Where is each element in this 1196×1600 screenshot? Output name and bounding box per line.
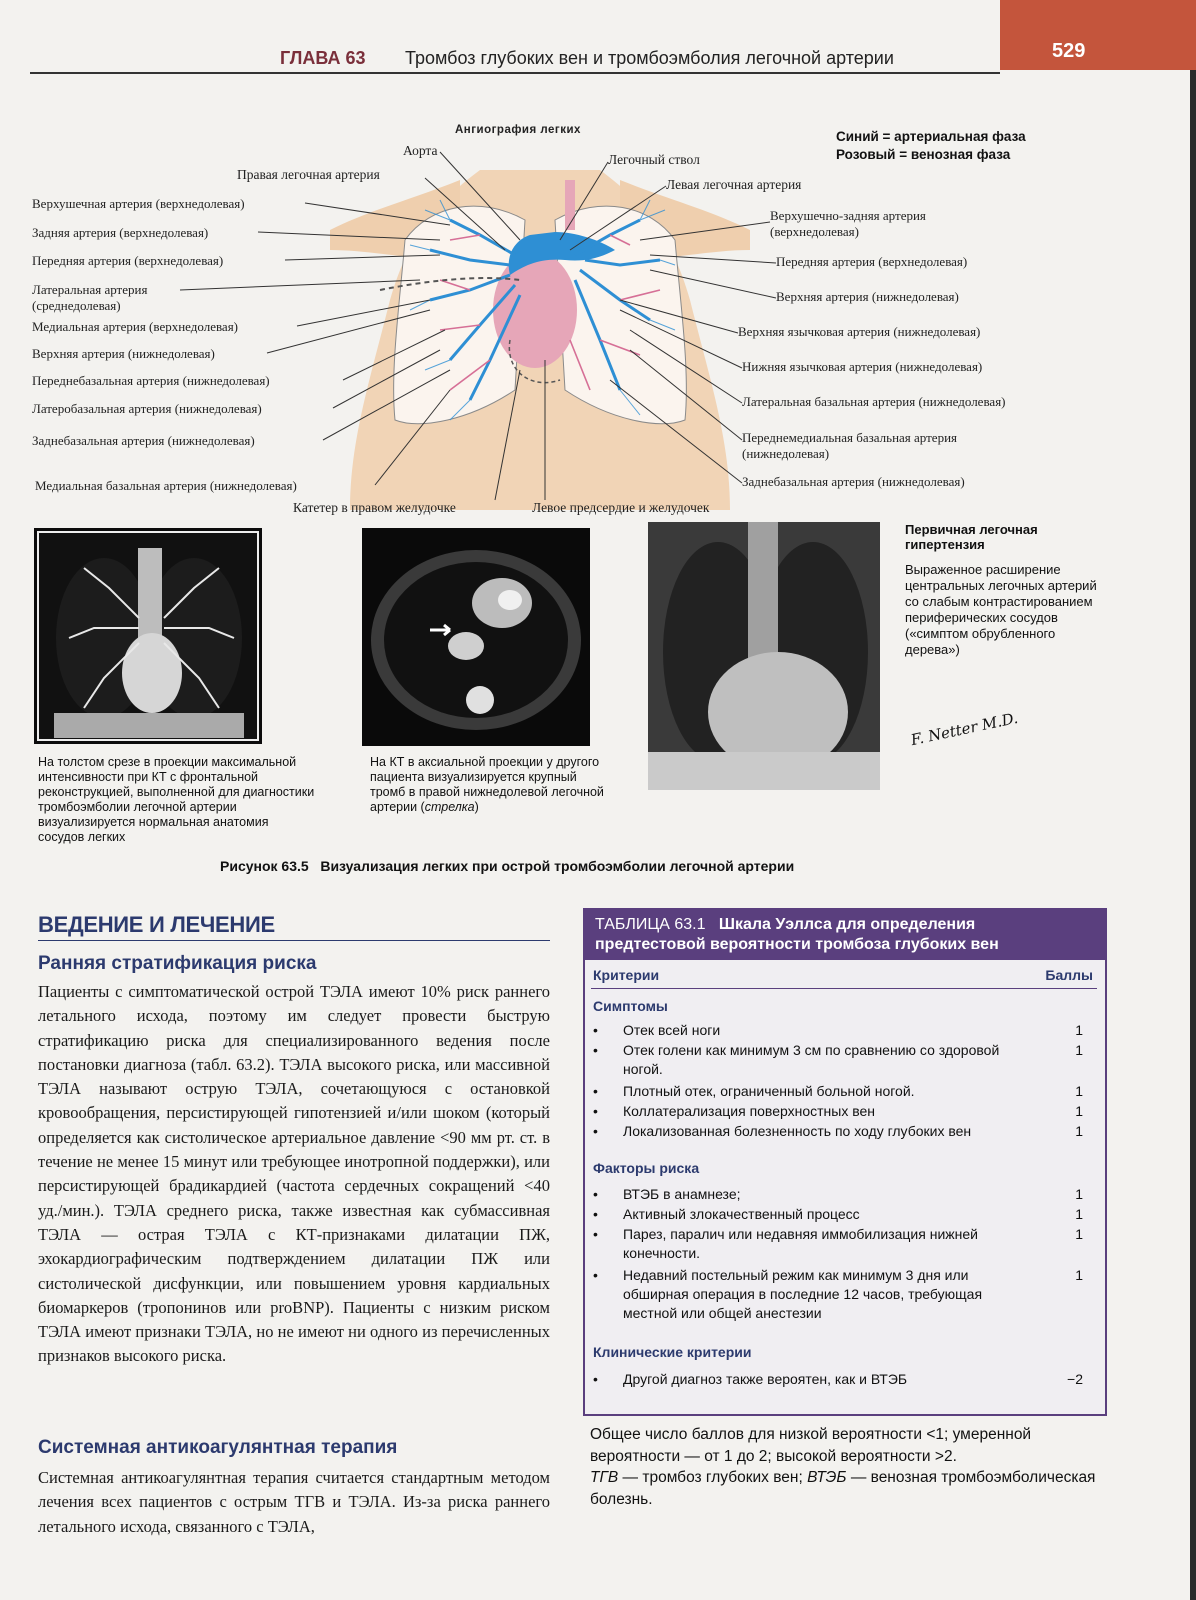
figure-caption: Рисунок 63.5 Визуализация легких при острой тромбоэмболии легочной артерии <box>220 858 795 874</box>
label-catheter: Катетер в правом желудочке <box>293 500 456 515</box>
table-row: • Парез, паралич или недавняя иммобилизация нижней конечности. 1 <box>593 1226 1083 1261</box>
label-right-7b: (нижнедолевая) <box>742 446 830 461</box>
group-risk-factors: Факторы риска <box>593 1160 700 1176</box>
table-number: ТАБЛИЦА 63.1 <box>595 916 706 933</box>
label-left-7: Переднебазальная артерия (нижнедолевая) <box>32 373 270 388</box>
page-number: 529 <box>1052 40 1086 62</box>
table-row: • Недавний постельный режим как минимум 3 дня или обширная операция в последние 12 часов, требующая местной или общей анестезии 1 <box>593 1267 1083 1321</box>
caption-mip: На толстом срезе в проекции максимальной интенсивности при КТ с фронтальной реконструкцией, выполненной для диагностики тромбоэмболии легочной артерии визуализируется нормальная анатомия сосудов легких <box>38 755 315 844</box>
legend-venous: Розовый = венозная фаза <box>836 147 1011 162</box>
ph-title: Первичная легочная гипертензия <box>905 522 1038 552</box>
section-heading: ВЕДЕНИЕ И ЛЕЧЕНИЕ <box>38 912 275 937</box>
chapter-label: ГЛАВА 63 <box>280 48 366 68</box>
label-right-6: Латеральная базальная артерия (нижнедолевая) <box>742 394 1006 409</box>
table-rule <box>591 988 1097 989</box>
caption-ct: На КТ в аксиальной проекции у другого пациента визуализируется крупный тромб в правой нижнедолевой легочной артерии (стрелка) <box>370 755 604 814</box>
table-note <box>590 1424 1102 1510</box>
axial-ct-image <box>362 528 590 746</box>
label-right-2: Передняя артерия (верхнедолевая) <box>776 254 968 269</box>
table-row: • Коллатерализация поверхностных вен 1 <box>593 1103 1083 1119</box>
table-header <box>585 910 1105 960</box>
label-left-8: Латеробазальная артерия (нижнедолевая) <box>32 401 262 416</box>
label-aorta: Аорта <box>403 143 438 158</box>
group-clinical: Клинические критерии <box>593 1344 752 1360</box>
section-rule <box>38 940 550 941</box>
table-note-abbreviations: ТГВ — тромбоз глубоких вен; ВТЭБ — венозная тромбоэмболическая болезнь. <box>590 1469 1096 1508</box>
group-symptoms: Симптомы <box>593 998 668 1014</box>
table-row: • Плотный отек, ограниченный больной ногой. 1 <box>593 1083 1083 1099</box>
paragraph-risk: Пациенты с симптоматической острой ТЭЛА имеют 10% риск раннего летального исхода, поэтому им следует провести быструю стратификацию риска для специализированного ведения после постановки диагноза (табл. 63.2). ТЭЛА высокого риска, или массивной ТЭЛА называют острую ТЭЛА, сочетающуюся с остановкой кровообращения, персистирующей гипотензией и/или шоком (который определяется как систолическое артериальное давление <90 мм рт. ст. в течение не менее 15 минут или требующее инотропной поддержки), или персистирующей брадикардией (частота сердечных сокращений <40 уд./мин.). ТЭЛА среднего риска, также известная как субмассивная ТЭЛА — острая ТЭЛА с КТ-признаками дилатации ПЖ, эхокардиографическим подтверждением дилатации ПЖ или систолической дисфункции, или повышением уровня кардиальных биомаркеров (тропонинов или proBNP). Пациенты с низким риском ТЭЛА имеют признаки ТЭЛА, но не имеют ни одного из перечисленных признаков высокого риска. <box>38 982 550 1366</box>
label-right-1a: Верхушечно-задняя артерия <box>770 208 926 223</box>
ct-mip-image <box>34 528 262 744</box>
label-right-1b: (верхнедолевая) <box>770 224 859 239</box>
legend-arterial: Синий = артериальная фаза <box>836 129 1026 144</box>
col-criteria: Критерии <box>593 967 660 983</box>
label-right-8: Заднебазальная артерия (нижнедолевая) <box>742 474 965 489</box>
label-left-2: Задняя артерия (верхнедолевая) <box>32 225 209 240</box>
label-right-7a: Переднемедиальная базальная артерия <box>742 430 958 445</box>
label-left-atrium: Левое предсердие и желудочек <box>532 500 710 515</box>
table-row: • Отек всей ноги 1 <box>593 1022 1083 1038</box>
paragraph-anticoagulation: Системная антикоагулянтная терапия считается стандартным методом лечения всех пациентов с острым ТГВ и ТЭЛА. Из-за риска раннего летального исхода, связанного с ТЭЛА, <box>38 1468 550 1536</box>
table-title-line2: предтестовой вероятности тромбоза глубоких вен <box>595 936 999 953</box>
table-note-scoring: Общее число баллов для низкой вероятности <1; умеренной вероятности — от 1 до 2; высокой вероятности >2. <box>590 1426 1032 1465</box>
netter-signature: F. Netter M.D. <box>909 708 1020 750</box>
col-points: Баллы <box>1045 967 1093 983</box>
label-left-3: Передняя артерия (верхнедолевая) <box>32 253 224 268</box>
table-row: • Другой диагноз также вероятен, как и ВТЭБ −2 <box>593 1371 1083 1387</box>
subsection-anticoagulation: Системная антикоагулянтная терапия <box>38 1437 398 1458</box>
table-row: • Активный злокачественный процесс 1 <box>593 1206 1083 1222</box>
table-row: • Отек голени как минимум 3 см по сравнению со здоровой ногой. 1 <box>593 1042 1083 1077</box>
label-right-3: Верхняя артерия (нижнедолевая) <box>776 289 959 304</box>
chest-xray-image <box>648 522 880 790</box>
subsection-risk: Ранняя стратификация риска <box>38 953 317 974</box>
wells-score-table <box>583 908 1107 1416</box>
table-title-line1: Шкала Уэллса для определения <box>718 916 976 933</box>
ph-description: Выраженное расширение центральных легочных артерий со слабым контрастированием периферических сосудов («симптом обрубленного дерева») <box>905 562 1097 657</box>
label-right-pulmonary-artery: Правая легочная артерия <box>237 167 380 182</box>
label-left-10: Медиальная базальная артерия (нижнедолевая) <box>35 478 297 493</box>
table-row: • ВТЭБ в анамнезе; 1 <box>593 1186 1083 1202</box>
label-pulmonary-trunk: Легочный ствол <box>608 152 700 167</box>
label-right-5: Нижняя язычковая артерия (нижнедолевая) <box>742 359 983 374</box>
label-right-4: Верхняя язычковая артерия (нижнедолевая) <box>738 324 981 339</box>
label-left-6: Верхняя артерия (нижнедолевая) <box>32 346 215 361</box>
label-left-4b: (среднедолевая) <box>32 298 121 313</box>
label-left-1: Верхушечная артерия (верхнедолевая) <box>32 196 245 211</box>
chapter-title: Тромбоз глубоких вен и тромбоэмболия легочной артерии <box>405 48 894 68</box>
label-left-pulmonary-artery: Левая легочная артерия <box>666 177 802 192</box>
illustration-title: Ангиография легких <box>455 124 581 136</box>
table-row: • Локализованная болезненность по ходу глубоких вен 1 <box>593 1123 1083 1139</box>
label-left-4a: Латеральная артерия <box>32 282 148 297</box>
label-left-5: Медиальная артерия (верхнедолевая) <box>32 319 239 334</box>
label-left-9: Заднебазальная артерия (нижнедолевая) <box>32 433 255 448</box>
